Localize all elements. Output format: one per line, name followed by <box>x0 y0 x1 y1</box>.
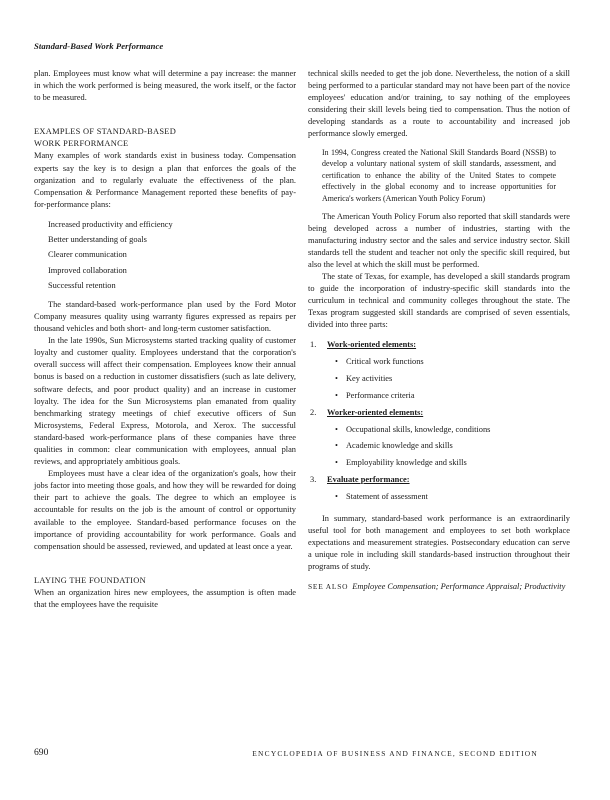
list-item-text: Academic knowledge and skills <box>346 441 453 451</box>
bullet-icon: • <box>335 458 338 468</box>
list-item <box>335 491 570 503</box>
part-number: 2. <box>310 407 317 417</box>
forum-paragraph: The American Youth Policy Forum also reported that skill standards were being developed across a number of industries, starting with the manufacturing industry sector and the sales and service industry sector. Skill standards tell the student and teacher not only the specific skill required, but also the level at which the skill must be performed. <box>308 211 570 269</box>
list-item-text: Employability knowledge and skills <box>346 458 467 468</box>
intro-paragraph: plan. Employees must know what will determine a pay increase: the manner in which the work performed is being measured, the work itself, or the factor to be measured. <box>34 69 296 103</box>
book-title: ENCYCLOPEDIA OF BUSINESS AND FINANCE, SECOND EDITION <box>252 749 538 758</box>
list-item: Increased productivity and efficiency <box>48 219 173 229</box>
part-number: 3. <box>310 474 317 484</box>
bullet-icon: • <box>335 391 338 401</box>
list-item: Better understanding of goals <box>48 235 147 245</box>
ford-paragraph: The standard-based work-performance plan used by the Ford Motor Company measures quality using warranty figures expressed as repairs per thousand vehicles and both short- and long-term customer satisfaction. <box>34 299 296 334</box>
see-also-label: SEE ALSO <box>308 582 349 592</box>
sub-list <box>327 491 570 503</box>
sun-paragraph: In the late 1990s, Sun Microsystems started tracking quality of customer loyalty and customer quality. Employees understand that the corporation's overall success will affect their compensation. Employees know their annual bonus is based on a reduction in customer dissatisfiers (such as late delivery, software defects, and poor product quality) and an increase in customer loyalty. The idea for the Sun Microsystems plan emanated from quality benchmarking strategy meetings of chief executive officers of Sun Microsystems, Federal Express, Motorola, and Xerox. The successful standard-based work-performance plans of these companies have three qualities in common: clear communication with employees, annual plan reviews, and appropriately ambitious goals. <box>34 336 296 467</box>
heading-line: EXAMPLES OF STANDARD-BASED <box>34 127 177 137</box>
list-item <box>335 424 570 436</box>
list-item-text: Occupational skills, knowledge, conditions <box>346 424 491 434</box>
left-column <box>34 68 296 611</box>
examples-paragraph: Many examples of work standards exist in business today. Compensation experts say the key is to design a plan that enforces the goals of the organization and to regularly evaluate the effectiveness of the plan. Compensation & Performance Management reported these benefits of pay-for-performance plans: <box>34 151 296 209</box>
see-also-text: Employee Compensation; Performance Appraisal; Productivity <box>352 582 566 592</box>
benefits-list <box>34 219 296 292</box>
heading-line: WORK PERFORMANCE <box>34 139 129 149</box>
part-title: Work-oriented elements: <box>327 340 417 350</box>
sub-list <box>327 424 570 470</box>
list-item-text: Performance criteria <box>346 391 415 401</box>
bullet-icon: • <box>335 357 338 367</box>
list-item <box>335 373 570 385</box>
list-item-text: Critical work functions <box>346 357 424 367</box>
list-item <box>335 440 570 452</box>
sub-list <box>327 356 570 402</box>
list-item: Clearer communication <box>48 250 127 260</box>
skills-paragraph: technical skills needed to get the job done. Nevertheless, the notion of a skill being performed to a particular standard may not have been part of the novice employees' education and/or training, to say nothing of the employees considering their skill levels being tied to compensation. Thus the notion of developing standards as a route to accountability and increased job performance slowly emerged. <box>308 69 570 139</box>
part-item <box>308 474 570 503</box>
page-number: 690 <box>34 747 49 758</box>
bullet-icon: • <box>335 441 338 451</box>
part-title: Worker-oriented elements: <box>327 407 424 417</box>
list-item-text: Statement of assessment <box>346 491 428 501</box>
list-item: Improved collaboration <box>48 265 127 275</box>
section-heading-foundation: LAYING THE FOUNDATION <box>34 575 146 585</box>
bullet-icon: • <box>335 424 338 434</box>
part-number: 1. <box>310 340 317 350</box>
list-item: Successful retention <box>48 280 116 290</box>
list-item-text: Key activities <box>346 374 393 384</box>
summary-paragraph: In summary, standard-based work performance is an extraordinarily useful tool for both management and employees to set both workplace expectations and measurement strategies. Postsecondary education can serve a unique role in including skill standards-based instruction throughout their programs of study. <box>308 513 570 572</box>
list-item <box>335 356 570 368</box>
texas-paragraph: The state of Texas, for example, has developed a skill standards program to guide the incorporation of industry-specific skill standards into the curriculum in technical and community colleges throughout the state. The Texas program suggested skill standards are comprised of seven essentials, divided into three parts: <box>308 272 570 330</box>
list-item <box>335 457 570 469</box>
see-also <box>308 581 570 593</box>
running-head: Standard-Based Work Performance <box>34 41 164 51</box>
bullet-icon: • <box>335 374 338 384</box>
list-item <box>335 390 570 402</box>
bullet-icon: • <box>335 491 338 501</box>
part-title: Evaluate performance: <box>327 474 410 484</box>
foundation-paragraph: When an organization hires new employees, the assumption is often made that the employees have the requisite <box>34 587 296 610</box>
right-column <box>308 68 570 593</box>
part-item <box>308 407 570 470</box>
skill-parts-list <box>308 339 570 502</box>
part-item <box>308 339 570 402</box>
section-heading-examples <box>34 126 296 150</box>
employees-paragraph: Employees must have a clear idea of the organization's goals, how their jobs factor into meeting those goals, and how they will be rewarded for doing their part to achieve the goals. The degree to which an employee is accountable for results on the job is the amount of control or opportunity available to the employee. Standard-based performance focuses on the importance of providing accountability for work performance. Goals and compensation should be assessed, reviewed, and updated at least once a year. <box>34 469 296 551</box>
block-quote: In 1994, Congress created the National Skill Standards Board (NSSB) to develop a voluntary national system of skill standards, assessment, and certification to enhance the ability of the United States to compete effectively in the global economy and to increase opportunities for America's workers (American Youth Policy Forum) <box>322 147 556 203</box>
